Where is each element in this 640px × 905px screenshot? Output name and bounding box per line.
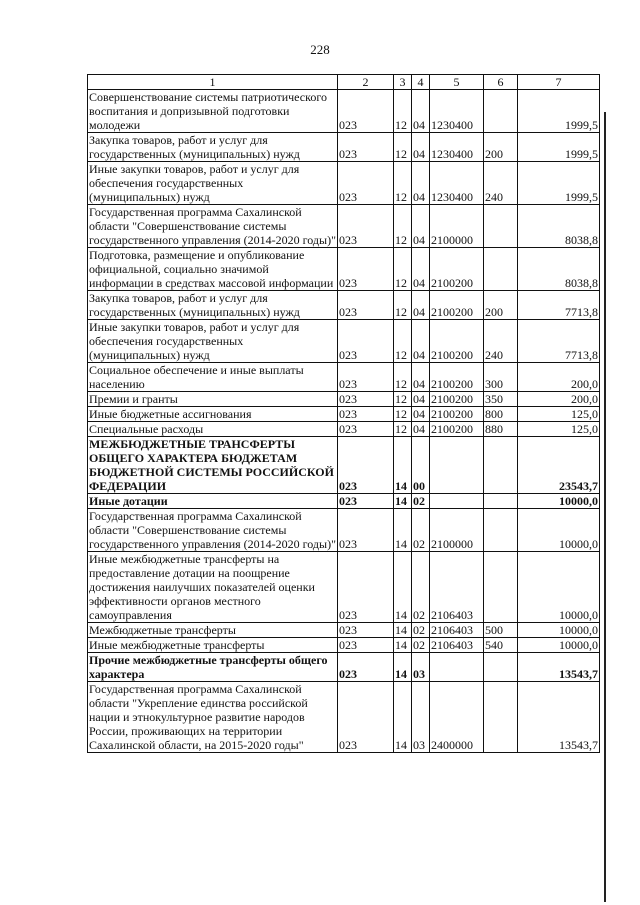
cell-ved: 023 xyxy=(338,392,394,407)
cell-rz: 12 xyxy=(394,90,412,133)
cell-vr: 200 xyxy=(484,133,518,162)
cell-vr: 540 xyxy=(484,638,518,653)
cell-name: Специальные расходы xyxy=(88,422,338,437)
cell-rz: 12 xyxy=(394,363,412,392)
cell-csr: 2100200 xyxy=(430,407,484,422)
table-row xyxy=(88,422,600,437)
cell-pr: 00 xyxy=(412,437,430,494)
cell-csr: 2106403 xyxy=(430,552,484,623)
table-row xyxy=(88,437,600,494)
table-row xyxy=(88,552,600,623)
cell-csr: 1230400 xyxy=(430,90,484,133)
cell-sum: 1999,5 xyxy=(518,90,600,133)
cell-vr: 880 xyxy=(484,422,518,437)
cell-pr: 04 xyxy=(412,133,430,162)
table-row xyxy=(88,248,600,291)
table-row xyxy=(88,133,600,162)
cell-rz: 14 xyxy=(394,682,412,753)
cell-pr: 04 xyxy=(412,248,430,291)
cell-vr xyxy=(484,248,518,291)
cell-csr xyxy=(430,653,484,682)
header-cell: 2 xyxy=(338,75,394,90)
cell-ved: 023 xyxy=(338,653,394,682)
cell-vr: 300 xyxy=(484,363,518,392)
cell-sum: 7713,8 xyxy=(518,320,600,363)
cell-rz: 12 xyxy=(394,162,412,205)
cell-csr: 2100200 xyxy=(430,320,484,363)
cell-csr xyxy=(430,437,484,494)
cell-ved: 023 xyxy=(338,320,394,363)
cell-name: Межбюджетные трансферты xyxy=(88,623,338,638)
cell-sum: 200,0 xyxy=(518,363,600,392)
cell-name: Государственная программа Сахалинской области "Совершенствование системы государственного управления (2014-2020 годы)" xyxy=(89,509,336,551)
cell-ved: 023 xyxy=(338,552,394,623)
cell-name: Закупка товаров, работ и услуг для государственных (муниципальных) нужд xyxy=(88,133,338,162)
cell-ved: 023 xyxy=(338,133,394,162)
table-row xyxy=(88,392,600,407)
table-row xyxy=(88,320,600,363)
cell-ved: 023 xyxy=(338,248,394,291)
cell-csr: 2100200 xyxy=(430,248,484,291)
cell-sum: 10000,0 xyxy=(518,494,600,509)
cell-sum: 23543,7 xyxy=(518,437,600,494)
table-row xyxy=(88,90,600,133)
cell-pr: 04 xyxy=(412,205,430,248)
cell-vr xyxy=(484,682,518,753)
header-row xyxy=(88,75,600,90)
table-row xyxy=(88,291,600,320)
cell-vr: 200 xyxy=(484,291,518,320)
header-cell: 7 xyxy=(518,75,600,90)
cell-ved: 023 xyxy=(338,363,394,392)
cell-csr: 2100200 xyxy=(430,392,484,407)
header-cell: 6 xyxy=(484,75,518,90)
cell-rz: 14 xyxy=(394,623,412,638)
cell-ved: 023 xyxy=(338,422,394,437)
cell-pr: 02 xyxy=(412,494,430,509)
cell-name: Подготовка, размещение и опубликование официальной, социально значимой информации в средствах массовой информации xyxy=(88,248,338,291)
cell-ved: 023 xyxy=(338,494,394,509)
cell-vr: 500 xyxy=(484,623,518,638)
cell-pr: 04 xyxy=(412,363,430,392)
cell-rz: 12 xyxy=(394,392,412,407)
table-row xyxy=(88,509,600,552)
cell-sum: 125,0 xyxy=(518,422,600,437)
budget-table xyxy=(87,74,600,753)
cell-sum: 1999,5 xyxy=(518,133,600,162)
cell-vr: 800 xyxy=(484,407,518,422)
cell-vr xyxy=(484,552,518,623)
cell-csr: 1230400 xyxy=(430,162,484,205)
cell-name: Социальное обеспечение и иные выплаты населению xyxy=(88,363,338,392)
cell-pr: 04 xyxy=(412,90,430,133)
cell-rz: 14 xyxy=(394,552,412,623)
cell-name: Иные межбюджетные трансферты xyxy=(88,638,338,653)
cell-csr: 2106403 xyxy=(430,638,484,653)
cell-rz: 12 xyxy=(394,407,412,422)
table-row xyxy=(88,162,600,205)
cell-vr xyxy=(484,437,518,494)
cell-csr: 2100000 xyxy=(430,509,484,552)
cell-rz: 14 xyxy=(394,653,412,682)
cell-csr: 2100200 xyxy=(430,422,484,437)
cell-pr: 04 xyxy=(412,162,430,205)
cell-pr: 02 xyxy=(412,638,430,653)
cell-vr: 350 xyxy=(484,392,518,407)
cell-csr: 2400000 xyxy=(430,682,484,753)
cell-rz: 12 xyxy=(394,133,412,162)
cell-name: Государственная программа Сахалинской области "Укрепление единства российской нации и этнокультурное развитие народов России, проживающих на территории Сахалинской области, на 2015-2020 годы" xyxy=(88,682,338,753)
cell-pr: 02 xyxy=(412,623,430,638)
cell-pr: 03 xyxy=(412,682,430,753)
cell-ved: 023 xyxy=(338,437,394,494)
cell-vr xyxy=(484,509,518,552)
header-cell: 5 xyxy=(430,75,484,90)
cell-name: Иные бюджетные ассигнования xyxy=(88,407,338,422)
cell-ved: 023 xyxy=(338,638,394,653)
cell-name: Премии и гранты xyxy=(88,392,338,407)
cell-sum: 7713,8 xyxy=(518,291,600,320)
cell-name: Иные закупки товаров, работ и услуг для обеспечения государственных (муниципальных) нужд xyxy=(88,320,338,363)
cell-pr: 04 xyxy=(412,291,430,320)
cell-csr xyxy=(430,494,484,509)
table-row xyxy=(88,653,600,682)
cell-rz: 12 xyxy=(394,422,412,437)
cell-sum: 125,0 xyxy=(518,407,600,422)
cell-rz: 12 xyxy=(394,320,412,363)
header-cell: 4 xyxy=(412,75,430,90)
cell-ved: 023 xyxy=(338,682,394,753)
table-row xyxy=(88,494,600,509)
cell-name: Прочие межбюджетные трансферты общего характера xyxy=(88,653,338,682)
cell-rz: 12 xyxy=(394,291,412,320)
cell-name: Государственная программа Сахалинской области "Совершенствование системы государственного управления (2014-2020 годы)" xyxy=(89,205,336,247)
cell-sum: 13543,7 xyxy=(518,653,600,682)
cell-pr: 04 xyxy=(412,392,430,407)
header-cell: 3 xyxy=(394,75,412,90)
cell-vr xyxy=(484,90,518,133)
cell-ved: 023 xyxy=(338,509,394,552)
cell-rz: 14 xyxy=(394,494,412,509)
cell-pr: 04 xyxy=(412,407,430,422)
scan-border-line xyxy=(604,112,610,902)
cell-pr: 03 xyxy=(412,653,430,682)
cell-rz: 12 xyxy=(394,248,412,291)
cell-name: Иные закупки товаров, работ и услуг для обеспечения государственных (муниципальных) нужд xyxy=(88,162,338,205)
cell-name: Совершенствование системы патриотического воспитания и допризывной подготовки молодежи xyxy=(88,90,338,133)
cell-ved: 023 xyxy=(338,623,394,638)
cell-ved: 023 xyxy=(338,162,394,205)
cell-csr: 2100000 xyxy=(430,205,484,248)
cell-vr xyxy=(484,653,518,682)
table-row xyxy=(88,623,600,638)
cell-rz: 14 xyxy=(394,638,412,653)
table-row xyxy=(88,407,600,422)
cell-sum: 8038,8 xyxy=(518,205,600,248)
cell-name: МЕЖБЮДЖЕТНЫЕ ТРАНСФЕРТЫ ОБЩЕГО ХАРАКТЕРА БЮДЖЕТАМ БЮДЖЕТНОЙ СИСТЕМЫ РОССИЙСКОЙ ФЕДЕРАЦИИ xyxy=(88,437,338,494)
cell-name: Закупка товаров, работ и услуг для государственных (муниципальных) нужд xyxy=(88,291,338,320)
page-number: 228 xyxy=(310,42,330,57)
cell-sum: 10000,0 xyxy=(518,552,600,623)
cell-sum: 10000,0 xyxy=(518,509,600,552)
cell-ved: 023 xyxy=(338,407,394,422)
cell-csr: 1230400 xyxy=(430,133,484,162)
cell-vr: 240 xyxy=(484,162,518,205)
header-cell: 1 xyxy=(88,75,338,90)
cell-ved: 023 xyxy=(338,205,394,248)
cell-sum: 8038,8 xyxy=(518,248,600,291)
cell-pr: 04 xyxy=(412,320,430,363)
cell-vr xyxy=(484,494,518,509)
cell-ved: 023 xyxy=(338,291,394,320)
cell-pr: 02 xyxy=(412,509,430,552)
cell-ved: 023 xyxy=(338,90,394,133)
cell-vr xyxy=(484,205,518,248)
table-row xyxy=(88,638,600,653)
cell-sum: 1999,5 xyxy=(518,162,600,205)
table-row xyxy=(88,682,600,753)
cell-sum: 200,0 xyxy=(518,392,600,407)
table-row xyxy=(88,363,600,392)
cell-sum: 10000,0 xyxy=(518,638,600,653)
cell-rz: 14 xyxy=(394,509,412,552)
cell-csr: 2106403 xyxy=(430,623,484,638)
table-row xyxy=(88,205,600,248)
cell-rz: 14 xyxy=(394,437,412,494)
cell-pr: 02 xyxy=(412,552,430,623)
cell-csr: 2100200 xyxy=(430,291,484,320)
cell-pr: 04 xyxy=(412,422,430,437)
cell-csr: 2100200 xyxy=(430,363,484,392)
cell-name: Иные межбюджетные трансферты на предоставление дотации на поощрение достижения наилучших показателей оценки эффективности органов местного самоуправления xyxy=(88,552,338,623)
cell-name: Иные дотации xyxy=(88,494,338,509)
cell-sum: 10000,0 xyxy=(518,623,600,638)
cell-rz: 12 xyxy=(394,205,412,248)
cell-sum: 13543,7 xyxy=(518,682,600,753)
cell-vr: 240 xyxy=(484,320,518,363)
